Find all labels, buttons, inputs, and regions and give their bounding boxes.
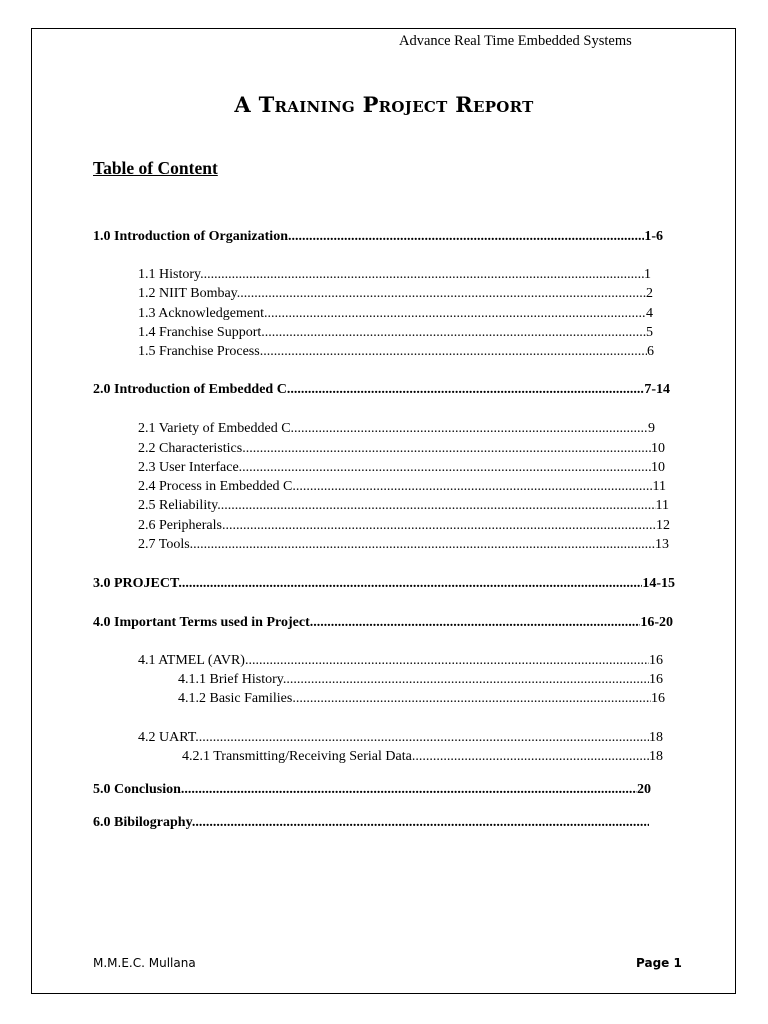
toc-entry: 2.4 Process in Embedded C ..... 11 [138, 478, 666, 496]
toc-entry: 2.6 Peripherals ..... 12 [138, 517, 670, 535]
toc-entry: 2.5 Reliability ..... 11 [138, 497, 669, 515]
toc-entry: 1.0 Introduction of Organization ..... 1-6 [93, 228, 663, 246]
toc-entry: 2.3 User Interface ..... 10 [138, 459, 665, 477]
toc-entry: 1.2 NIIT Bombay ..... 2 [138, 285, 653, 303]
toc-heading: Table of Content [93, 158, 218, 178]
toc-entry: 4.2.1 Transmitting/Receiving Serial Data ..... 18 [182, 748, 663, 766]
toc-entry: 1.1 History ..... 1 [138, 266, 651, 284]
report-title: A Training Project Report [234, 92, 534, 117]
toc-entry: 3.0 PROJECT ..... 14-15 [93, 575, 675, 593]
toc-entry: 2.7 Tools ..... 13 [138, 536, 669, 554]
toc-entry: 4.0 Important Terms used in Project ..... 16-20 [93, 614, 673, 632]
toc-entry: 6.0 Bibilography ..... [93, 814, 649, 832]
toc-entry: 5.0 Conclusion ..... 20 [93, 781, 651, 799]
toc-entry: 2.2 Characteristics ..... 10 [138, 440, 665, 458]
toc-entry: 4.2 UART ..... 18 [138, 729, 663, 747]
toc-entry: 1.5 Franchise Process ..... 6 [138, 343, 654, 361]
toc-entry: 2.0 Introduction of Embedded C ..... 7-14 [93, 381, 670, 399]
toc-entry: 4.1 ATMEL (AVR) ..... 16 [138, 652, 663, 670]
toc-entry: 1.3 Acknowledgement ..... 4 [138, 305, 653, 323]
toc-entry: 2.1 Variety of Embedded C ..... 9 [138, 420, 655, 438]
toc-entry: 4.1.2 Basic Families ..... 16 [178, 690, 665, 708]
toc-entry: 4.1.1 Brief History ..... 16 [178, 671, 663, 689]
footer-page-number: Page 1 [636, 956, 682, 970]
toc-entry: 1.4 Franchise Support ..... 5 [138, 324, 653, 342]
footer-institution: M.M.E.C. Mullana [93, 956, 196, 970]
running-header: Advance Real Time Embedded Systems [399, 33, 632, 49]
